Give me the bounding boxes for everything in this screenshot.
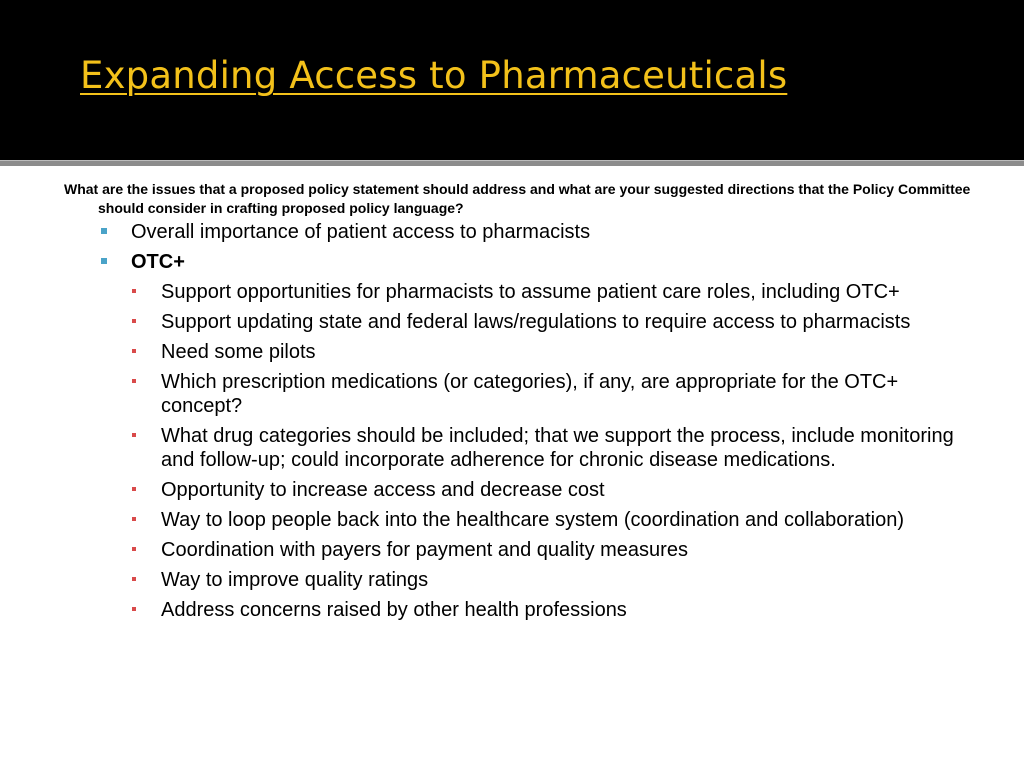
list-item-text: OTC+	[131, 251, 185, 273]
sub-list-item	[131, 280, 971, 304]
slide-title: Expanding Access to Pharmaceuticals	[80, 54, 788, 97]
sub-list-item-text: What drug categories should be included; that we support the process, include monitoring and follow-up; could incorporate adherence for chronic disease medications.	[161, 425, 954, 471]
sub-list-item	[131, 508, 971, 532]
sub-list-item-text: Address concerns raised by other health professions	[161, 599, 627, 621]
square-bullet-icon	[101, 228, 107, 234]
square-bullet-icon	[101, 258, 107, 264]
sub-list-item-text: Which prescription medications (or categories), if any, are appropriate for the OTC+ concept?	[161, 371, 899, 417]
sub-list-item-text: Way to loop people back into the healthcare system (coordination and collaboration)	[161, 509, 905, 531]
sub-list-item	[131, 538, 971, 562]
square-bullet-icon	[132, 289, 136, 293]
sub-list-item	[131, 478, 971, 502]
list-item	[100, 250, 1000, 622]
intro-question: What are the issues that a proposed policy statement should address and what are your suggested directions that the Policy Committee should consider in crafting proposed policy language?	[64, 181, 971, 216]
square-bullet-icon	[132, 319, 136, 323]
sub-list-item	[131, 424, 971, 472]
square-bullet-icon	[132, 547, 136, 551]
sub-list-item	[131, 568, 971, 592]
square-bullet-icon	[132, 607, 136, 611]
bullet-list	[100, 220, 1000, 628]
title-band	[0, 0, 1024, 160]
sub-list-item-text: Way to improve quality ratings	[161, 569, 429, 591]
sub-list-item	[131, 370, 971, 418]
sub-bullet-list	[131, 280, 971, 622]
list-item	[100, 220, 1000, 244]
square-bullet-icon	[132, 349, 136, 353]
sub-list-item-text: Opportunity to increase access and decrease cost	[161, 479, 605, 501]
square-bullet-icon	[132, 577, 136, 581]
sub-list-item-text: Support opportunities for pharmacists to assume patient care roles, including OTC+	[161, 281, 900, 303]
square-bullet-icon	[132, 379, 136, 383]
list-item-text: Overall importance of patient access to pharmacists	[131, 221, 591, 243]
sub-list-item-text: Support updating state and federal laws/regulations to require access to pharmacists	[161, 311, 911, 333]
sub-list-item-text: Need some pilots	[161, 341, 316, 363]
square-bullet-icon	[132, 487, 136, 491]
sub-list-item	[131, 340, 971, 364]
sub-list-item	[131, 598, 971, 622]
slide-body	[0, 166, 1024, 768]
square-bullet-icon	[132, 517, 136, 521]
sub-list-item	[131, 310, 971, 334]
sub-list-item-text: Coordination with payers for payment and quality measures	[161, 539, 688, 561]
square-bullet-icon	[132, 433, 136, 437]
